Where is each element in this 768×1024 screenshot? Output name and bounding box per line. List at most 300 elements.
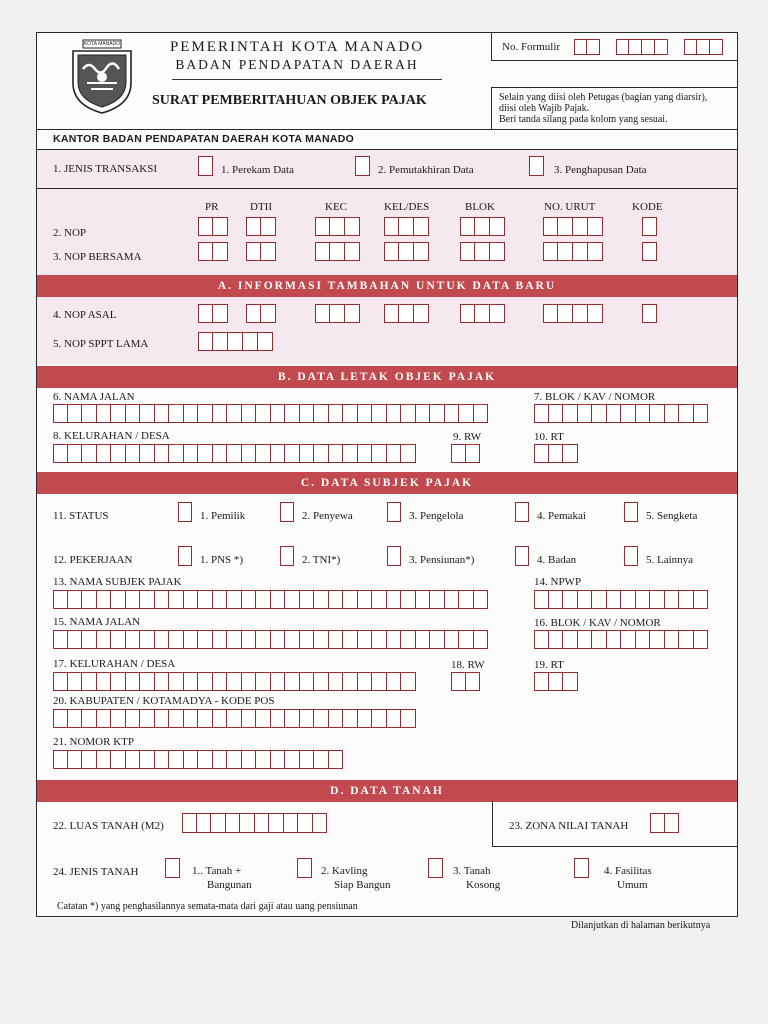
char-box[interactable] [358,630,373,649]
char-box[interactable] [53,590,68,609]
char-box[interactable] [416,590,431,609]
char-box[interactable] [358,709,373,728]
char-box[interactable] [68,630,83,649]
char-box[interactable] [169,709,184,728]
char-box[interactable] [261,242,276,261]
char-box[interactable] [621,630,636,649]
char-box[interactable] [271,672,286,691]
char-box[interactable] [227,750,242,769]
char-box[interactable] [466,672,481,691]
char-box[interactable] [285,630,300,649]
char-box[interactable] [451,444,466,463]
char-box[interactable] [459,404,474,423]
char-box[interactable] [68,590,83,609]
char-box[interactable] [82,404,97,423]
char-box[interactable] [558,304,573,323]
char-box[interactable] [242,672,257,691]
char-box[interactable] [534,444,549,463]
no-formulir-boxes-3[interactable] [684,39,723,55]
char-box[interactable] [298,813,313,833]
char-box[interactable] [329,590,344,609]
char-box[interactable] [198,709,213,728]
char-box[interactable] [416,630,431,649]
char-box[interactable] [345,304,360,323]
char-box[interactable] [111,750,126,769]
char-box[interactable] [228,332,243,351]
char-box[interactable] [490,242,505,261]
char-box[interactable] [213,672,228,691]
char-box[interactable] [97,750,112,769]
char-box[interactable] [314,404,329,423]
char-box[interactable] [315,242,330,261]
char-box[interactable] [474,404,489,423]
char-box[interactable] [140,630,155,649]
char-box[interactable] [636,630,651,649]
char-box[interactable] [285,444,300,463]
char-box[interactable] [155,444,170,463]
char-box[interactable] [451,672,466,691]
char-box[interactable] [607,630,622,649]
char-box[interactable] [314,672,329,691]
char-box[interactable] [549,630,564,649]
char-box[interactable] [563,444,578,463]
char-box[interactable] [155,709,170,728]
pekerjaan-checkbox-3[interactable] [387,546,401,566]
char-box[interactable] [534,630,549,649]
char-box[interactable] [549,404,564,423]
char-box[interactable] [227,672,242,691]
char-box[interactable] [387,709,402,728]
char-box[interactable] [558,217,573,236]
char-box[interactable] [343,709,358,728]
char-box[interactable] [665,404,680,423]
char-box[interactable] [430,404,445,423]
nopb-kode-boxes[interactable] [642,242,657,261]
nop-sppt-boxes[interactable] [198,332,273,351]
char-box[interactable] [68,750,83,769]
char-box[interactable] [345,242,360,261]
char-box[interactable] [198,590,213,609]
jenis-checkbox-4[interactable] [574,858,589,878]
nopa-kode-boxes[interactable] [642,304,657,323]
char-box[interactable] [68,404,83,423]
char-box[interactable] [460,217,475,236]
char-box[interactable] [314,750,329,769]
pekerjaan-checkbox-2[interactable] [280,546,294,566]
char-box[interactable] [592,590,607,609]
char-box[interactable] [256,709,271,728]
char-box[interactable] [184,750,199,769]
char-box[interactable] [650,404,665,423]
char-box[interactable] [416,404,431,423]
pekerjaan-checkbox-4[interactable] [515,546,529,566]
char-box[interactable] [184,709,199,728]
char-box[interactable] [329,709,344,728]
npwp-boxes[interactable] [534,590,708,609]
char-box[interactable] [399,242,414,261]
nopa-pr-boxes[interactable] [198,304,228,323]
char-box[interactable] [169,630,184,649]
no-formulir-boxes-1[interactable] [574,39,600,55]
char-box[interactable] [111,444,126,463]
char-box[interactable] [227,630,242,649]
nop-kode-boxes[interactable] [642,217,657,236]
char-box[interactable] [300,404,315,423]
char-box[interactable] [330,304,345,323]
kabupaten-boxes[interactable] [53,709,416,728]
char-box[interactable] [534,672,549,691]
char-box[interactable] [490,304,505,323]
char-box[interactable] [169,750,184,769]
jenis-checkbox-1[interactable] [165,858,180,878]
char-box[interactable] [213,304,228,323]
char-box[interactable] [343,590,358,609]
char-box[interactable] [256,444,271,463]
char-box[interactable] [401,404,416,423]
char-box[interactable] [372,709,387,728]
char-box[interactable] [592,404,607,423]
char-box[interactable] [445,630,460,649]
char-box[interactable] [401,709,416,728]
char-box[interactable] [284,813,299,833]
pekerjaan-checkbox-1[interactable] [178,546,192,566]
char-box[interactable] [82,630,97,649]
char-box[interactable] [285,750,300,769]
char-box[interactable] [53,672,68,691]
char-box[interactable] [329,444,344,463]
char-box[interactable] [227,590,242,609]
char-box[interactable] [53,750,68,769]
char-box[interactable] [111,630,126,649]
char-box[interactable] [227,404,242,423]
char-box[interactable] [330,217,345,236]
char-box[interactable] [213,590,228,609]
b-blok-boxes[interactable] [534,404,708,423]
pekerjaan-checkbox-5[interactable] [624,546,638,566]
char-box[interactable] [460,304,475,323]
char-box[interactable] [329,672,344,691]
char-box[interactable] [126,630,141,649]
char-box[interactable] [650,630,665,649]
char-box[interactable] [211,813,226,833]
char-box[interactable] [155,750,170,769]
char-box[interactable] [621,590,636,609]
char-box[interactable] [345,217,360,236]
char-box[interactable] [358,444,373,463]
status-checkbox-5[interactable] [624,502,638,522]
char-box[interactable] [475,304,490,323]
char-box[interactable] [242,709,257,728]
char-box[interactable] [256,590,271,609]
char-box[interactable] [198,444,213,463]
char-box[interactable] [140,444,155,463]
char-box[interactable] [313,813,328,833]
char-box[interactable] [621,404,636,423]
char-box[interactable] [53,444,68,463]
nopa-nourut-boxes[interactable] [543,304,603,323]
char-box[interactable] [97,709,112,728]
char-box[interactable] [543,304,558,323]
char-box[interactable] [616,39,629,55]
char-box[interactable] [269,813,284,833]
char-box[interactable] [271,590,286,609]
transaksi-checkbox-3[interactable] [529,156,544,176]
char-box[interactable] [578,590,593,609]
char-box[interactable] [261,217,276,236]
nopb-kec-boxes[interactable] [315,242,360,261]
char-box[interactable] [650,813,665,833]
char-box[interactable] [490,217,505,236]
char-box[interactable] [329,404,344,423]
char-box[interactable] [474,590,489,609]
char-box[interactable] [140,709,155,728]
char-box[interactable] [82,590,97,609]
char-box[interactable] [285,709,300,728]
char-box[interactable] [246,217,261,236]
char-box[interactable] [213,750,228,769]
char-box[interactable] [343,404,358,423]
char-box[interactable] [588,217,603,236]
char-box[interactable] [358,672,373,691]
char-box[interactable] [587,39,600,55]
char-box[interactable] [329,630,344,649]
char-box[interactable] [242,404,257,423]
char-box[interactable] [563,404,578,423]
char-box[interactable] [445,590,460,609]
char-box[interactable] [111,404,126,423]
char-box[interactable] [384,242,399,261]
char-box[interactable] [184,404,199,423]
char-box[interactable] [271,750,286,769]
char-box[interactable] [126,590,141,609]
char-box[interactable] [384,217,399,236]
char-box[interactable] [399,304,414,323]
transaksi-checkbox-1[interactable] [198,156,213,176]
c-blok-boxes[interactable] [534,630,708,649]
b-nama-jalan-boxes[interactable] [53,404,488,423]
char-box[interactable] [300,750,315,769]
char-box[interactable] [97,590,112,609]
char-box[interactable] [679,630,694,649]
char-box[interactable] [387,672,402,691]
char-box[interactable] [140,590,155,609]
char-box[interactable] [198,630,213,649]
char-box[interactable] [213,630,228,649]
char-box[interactable] [255,813,270,833]
char-box[interactable] [401,590,416,609]
char-box[interactable] [475,242,490,261]
char-box[interactable] [285,404,300,423]
char-box[interactable] [679,590,694,609]
char-box[interactable] [198,304,213,323]
char-box[interactable] [710,39,723,55]
char-box[interactable] [126,444,141,463]
char-box[interactable] [271,404,286,423]
nop-pr-boxes[interactable] [198,217,228,236]
b-rw-boxes[interactable] [451,444,480,463]
char-box[interactable] [97,672,112,691]
char-box[interactable] [588,304,603,323]
char-box[interactable] [679,404,694,423]
char-box[interactable] [126,709,141,728]
char-box[interactable] [445,404,460,423]
char-box[interactable] [198,404,213,423]
char-box[interactable] [459,590,474,609]
char-box[interactable] [372,672,387,691]
char-box[interactable] [315,217,330,236]
char-box[interactable] [549,590,564,609]
luas-tanah-boxes[interactable] [182,813,327,833]
char-box[interactable] [607,590,622,609]
zona-boxes[interactable] [650,813,679,833]
char-box[interactable] [665,630,680,649]
char-box[interactable] [430,590,445,609]
char-box[interactable] [578,404,593,423]
char-box[interactable] [242,750,257,769]
char-box[interactable] [607,404,622,423]
nopb-blok-boxes[interactable] [460,242,505,261]
char-box[interactable] [694,590,709,609]
char-box[interactable] [401,630,416,649]
char-box[interactable] [314,630,329,649]
char-box[interactable] [213,332,228,351]
char-box[interactable] [256,404,271,423]
char-box[interactable] [240,813,255,833]
char-box[interactable] [384,304,399,323]
char-box[interactable] [314,444,329,463]
char-box[interactable] [155,404,170,423]
b-rt-boxes[interactable] [534,444,578,463]
char-box[interactable] [314,709,329,728]
no-formulir-boxes-2[interactable] [616,39,668,55]
char-box[interactable] [68,709,83,728]
char-box[interactable] [68,444,83,463]
char-box[interactable] [184,444,199,463]
char-box[interactable] [271,444,286,463]
char-box[interactable] [636,590,651,609]
nop-keldes-boxes[interactable] [384,217,429,236]
char-box[interactable] [578,630,593,649]
nopa-blok-boxes[interactable] [460,304,505,323]
char-box[interactable] [399,217,414,236]
char-box[interactable] [315,304,330,323]
transaksi-checkbox-2[interactable] [355,156,370,176]
char-box[interactable] [256,750,271,769]
char-box[interactable] [358,590,373,609]
char-box[interactable] [198,332,213,351]
char-box[interactable] [549,672,564,691]
char-box[interactable] [213,242,228,261]
char-box[interactable] [694,630,709,649]
char-box[interactable] [665,590,680,609]
char-box[interactable] [155,630,170,649]
char-box[interactable] [126,672,141,691]
nopa-kec-boxes[interactable] [315,304,360,323]
char-box[interactable] [140,750,155,769]
char-box[interactable] [53,709,68,728]
char-box[interactable] [53,630,68,649]
char-box[interactable] [474,630,489,649]
char-box[interactable] [256,672,271,691]
char-box[interactable] [169,672,184,691]
char-box[interactable] [414,304,429,323]
nop-kec-boxes[interactable] [315,217,360,236]
char-box[interactable] [213,404,228,423]
char-box[interactable] [300,709,315,728]
char-box[interactable] [82,750,97,769]
char-box[interactable] [68,672,83,691]
char-box[interactable] [642,242,657,261]
char-box[interactable] [314,590,329,609]
char-box[interactable] [300,630,315,649]
char-box[interactable] [111,590,126,609]
char-box[interactable] [182,813,197,833]
char-box[interactable] [343,630,358,649]
char-box[interactable] [97,444,112,463]
char-box[interactable] [169,444,184,463]
char-box[interactable] [642,304,657,323]
nopb-nourut-boxes[interactable] [543,242,603,261]
nopb-pr-boxes[interactable] [198,242,228,261]
char-box[interactable] [198,672,213,691]
char-box[interactable] [256,630,271,649]
char-box[interactable] [329,750,344,769]
char-box[interactable] [563,590,578,609]
char-box[interactable] [459,630,474,649]
c-kelurahan-boxes[interactable] [53,672,416,691]
char-box[interactable] [242,444,257,463]
char-box[interactable] [213,709,228,728]
char-box[interactable] [184,672,199,691]
char-box[interactable] [169,404,184,423]
char-box[interactable] [140,404,155,423]
char-box[interactable] [155,672,170,691]
c-nama-jalan-boxes[interactable] [53,630,488,649]
char-box[interactable] [169,590,184,609]
char-box[interactable] [574,39,587,55]
char-box[interactable] [246,242,261,261]
char-box[interactable] [558,242,573,261]
char-box[interactable] [372,590,387,609]
char-box[interactable] [97,404,112,423]
char-box[interactable] [285,590,300,609]
char-box[interactable] [198,242,213,261]
nopa-dtii-boxes[interactable] [246,304,276,323]
nop-nourut-boxes[interactable] [543,217,603,236]
char-box[interactable] [466,444,481,463]
char-box[interactable] [387,590,402,609]
status-checkbox-4[interactable] [515,502,529,522]
nama-subjek-boxes[interactable] [53,590,488,609]
status-checkbox-3[interactable] [387,502,401,522]
c-rw-boxes[interactable] [451,672,480,691]
char-box[interactable] [697,39,710,55]
jenis-checkbox-2[interactable] [297,858,312,878]
nopb-dtii-boxes[interactable] [246,242,276,261]
char-box[interactable] [573,217,588,236]
char-box[interactable] [549,444,564,463]
jenis-checkbox-3[interactable] [428,858,443,878]
char-box[interactable] [227,709,242,728]
char-box[interactable] [213,217,228,236]
char-box[interactable] [197,813,212,833]
char-box[interactable] [358,404,373,423]
char-box[interactable] [414,242,429,261]
nop-blok-boxes[interactable] [460,217,505,236]
char-box[interactable] [271,709,286,728]
char-box[interactable] [655,39,668,55]
char-box[interactable] [372,404,387,423]
